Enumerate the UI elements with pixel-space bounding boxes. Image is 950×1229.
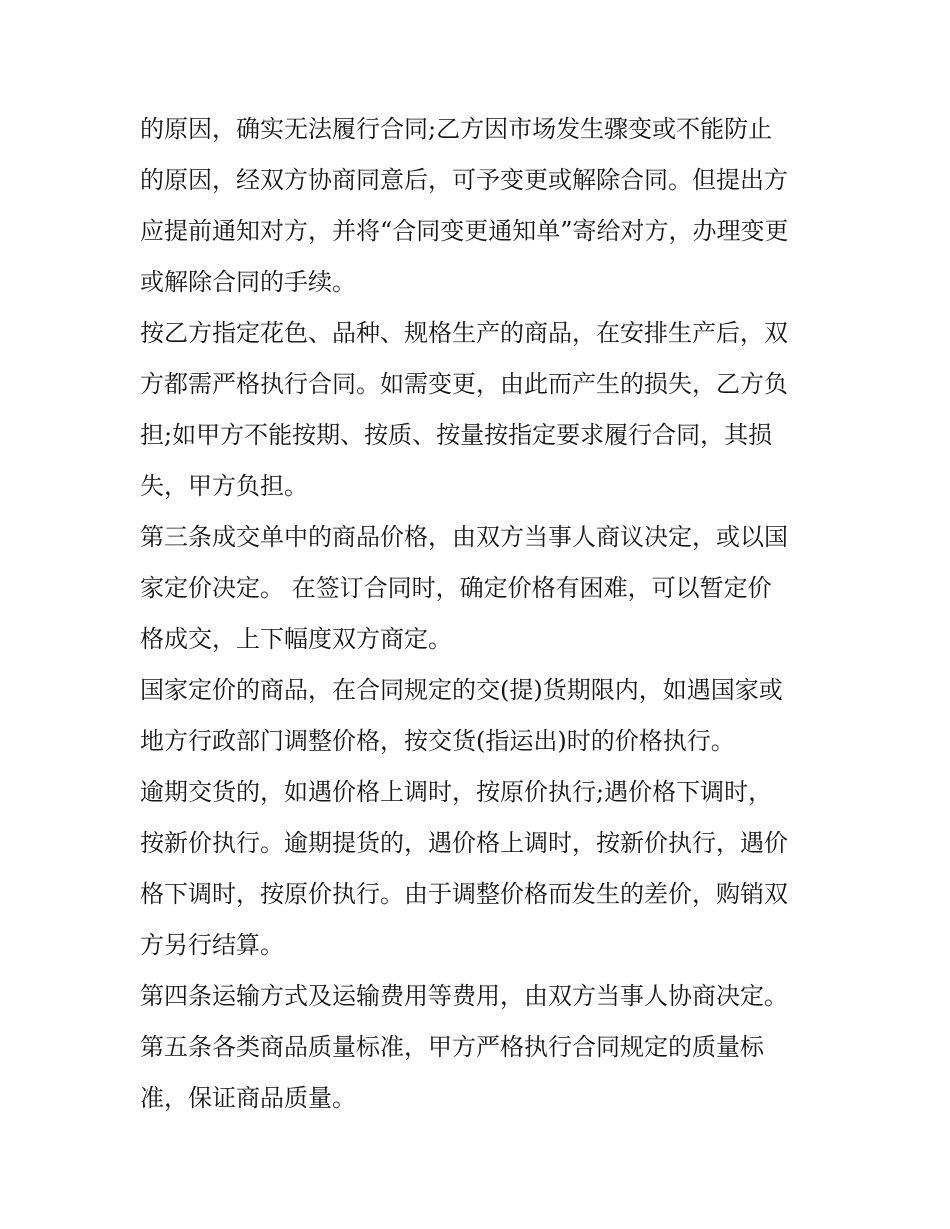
text-line: 格下调时，按原价执行。由于调整价格而发生的差价，购销双	[140, 880, 788, 908]
text-line: 方都需严格执行合同。如需变更，由此而产生的损失，乙方负	[140, 370, 788, 398]
text-line: 格成交，上下幅度双方商定。	[140, 625, 452, 653]
text-line: 按新价执行。逾期提货的，遇价格上调时，按新价执行，遇价	[140, 829, 788, 857]
text-line: 担;如甲方不能按期、按质、按量按指定要求履行合同，其损	[140, 421, 773, 449]
text-line: 家定价决定。 在签订合同时，确定价格有困难，可以暂定价	[140, 574, 772, 602]
text-line: 的原因，确实无法履行合同;乙方因市场发生骤变或不能防止	[140, 115, 773, 143]
text-line: 应提前通知对方，并将“合同变更通知单”寄给对方，办理变更	[140, 217, 789, 245]
document-body	[140, 104, 830, 1124]
text-line: 的原因，经双方协商同意后，可予变更或解除合同。但提出方	[140, 166, 788, 194]
text-line: 准，保证商品质量。	[140, 1084, 356, 1112]
text-line: 第五条各类商品质量标准，甲方严格执行合同规定的质量标	[140, 1033, 764, 1061]
text-line: 失，甲方负担。	[140, 472, 308, 500]
text-line: 方另行结算。	[140, 931, 284, 959]
text-line: 或解除合同的手续。	[140, 268, 356, 296]
text-line: 地方行政部门调整价格，按交货(指运出)时的价格执行。	[140, 727, 735, 755]
text-line: 按乙方指定花色、品种、规格生产的商品，在安排生产后，双	[140, 319, 788, 347]
text-line: 第四条运输方式及运输费用等费用，由双方当事人协商决定。	[140, 982, 788, 1010]
text-line: 国家定价的商品，在合同规定的交(提)货期限内，如遇国家或	[140, 676, 783, 704]
text-line: 逾期交货的，如遇价格上调时，按原价执行;遇价格下调时，	[140, 778, 773, 806]
text-line: 第三条成交单中的商品价格，由双方当事人商议决定，或以国	[140, 523, 788, 551]
